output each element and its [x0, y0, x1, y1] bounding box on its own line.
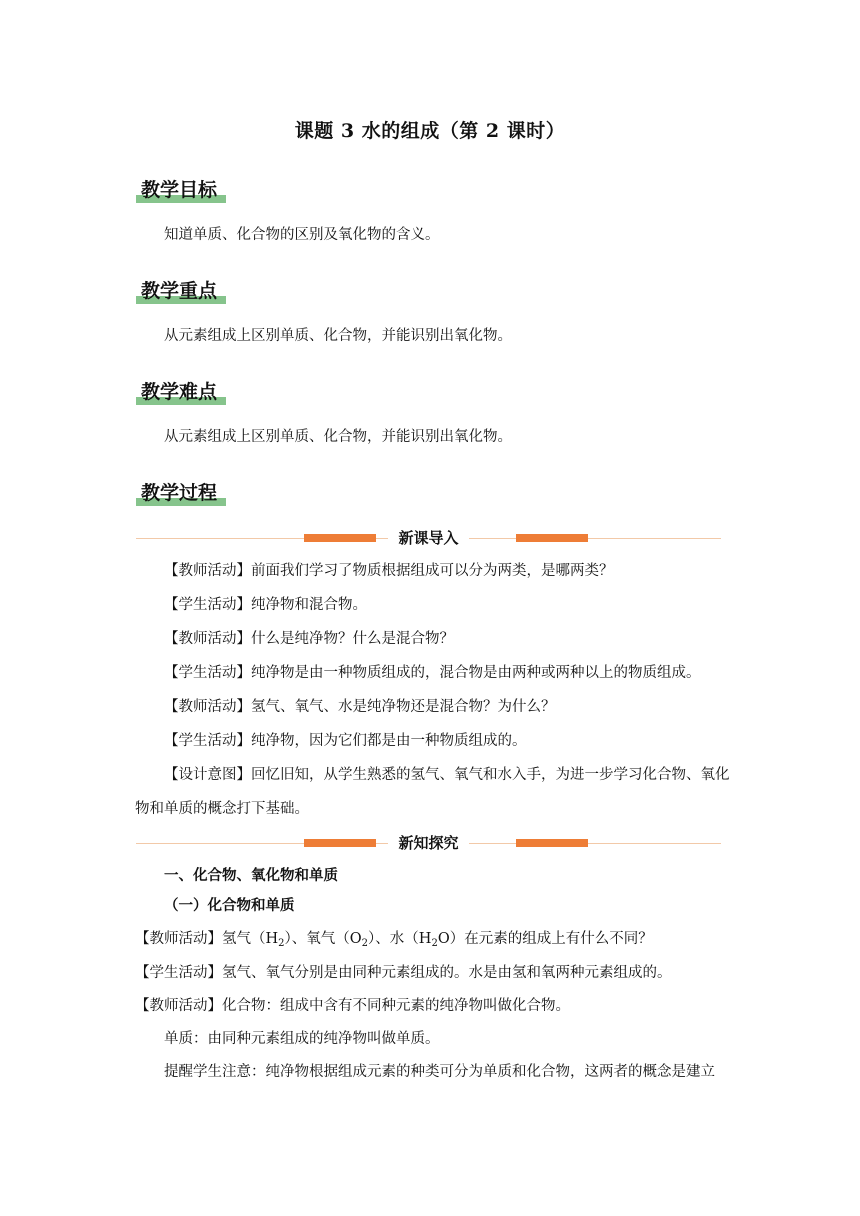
subscript: 2: [361, 938, 369, 949]
heading-text: 教学重点: [141, 280, 218, 302]
subscript: 2: [431, 938, 438, 949]
goal-text: 知道单质、化合物的区别及氧化物的含义。: [164, 227, 440, 243]
dialog-line: 【教师活动】化合物：组成中含有不同种元素的纯净物叫做化合物。: [135, 998, 570, 1014]
banner-label: 新课导入: [388, 529, 468, 547]
subheading-2: （一）化合物和单质: [164, 897, 295, 914]
q-text: ）、氧气（: [284, 931, 350, 947]
question-line: [135, 921, 730, 957]
formula-h2o: O: [437, 931, 450, 947]
q-text: ）、水（: [368, 931, 419, 947]
subscript: 2: [278, 938, 285, 949]
formula-h2: H: [265, 931, 279, 947]
banner-explore: [136, 831, 721, 855]
dialog-line: 【学生活动】纯净物是由一种物质组成的，混合物是由两种或两种以上的物质组成。: [164, 665, 701, 681]
difficulty-text: 从元素组成上区别单质、化合物，并能识别出氧化物。: [164, 429, 512, 445]
formula-h2o: H: [418, 931, 432, 947]
dialog-line: 【教师活动】什么是纯净物？什么是混合物？: [164, 631, 454, 647]
subheading-1: 一、化合物、氧化物和单质: [164, 867, 338, 884]
key-text: 从元素组成上区别单质、化合物，并能识别出氧化物。: [164, 328, 512, 344]
q-text: ）在元素的组成上有什么不同？: [449, 931, 653, 947]
design-intent: 【设计意图】回忆旧知，从学生熟悉的氢气、氧气和水入手，为进一步学习化合物、氧化物和单质的概念打下基础。: [135, 767, 730, 817]
intro-block: [135, 554, 730, 826]
explore-block: [135, 860, 730, 1089]
definition-line: 单质：由同种元素组成的纯净物叫做单质。: [164, 1031, 440, 1047]
banner-label: 新知探究: [388, 834, 468, 852]
banner-intro: [136, 526, 721, 550]
q-text: 【教师活动】氢气（: [135, 931, 266, 947]
dialog-line: 【教师活动】氢气、氧气、水是纯净物还是混合物？为什么？: [164, 699, 556, 715]
note-line: 提醒学生注意：纯净物根据组成元素的种类可分为单质和化合物，这两者的概念是建立: [164, 1064, 715, 1080]
page-title: 课题 3 水的组成（第 2 课时）: [294, 120, 566, 142]
heading-text: 教学过程: [141, 482, 218, 504]
dialog-line: 【学生活动】氢气、氧气分别是由同种元素组成的。水是由氢和氧两种元素组成的。: [135, 965, 672, 981]
heading-text: 教学目标: [141, 179, 218, 201]
formula-o2: O: [349, 931, 362, 947]
dialog-line: 【教师活动】前面我们学习了物质根据组成可以分为两类，是哪两类？: [164, 563, 614, 579]
heading-text: 教学难点: [141, 381, 218, 403]
dialog-line: 【学生活动】纯净物和混合物。: [164, 597, 367, 613]
dialog-line: 【学生活动】纯净物，因为它们都是由一种物质组成的。: [164, 733, 527, 749]
